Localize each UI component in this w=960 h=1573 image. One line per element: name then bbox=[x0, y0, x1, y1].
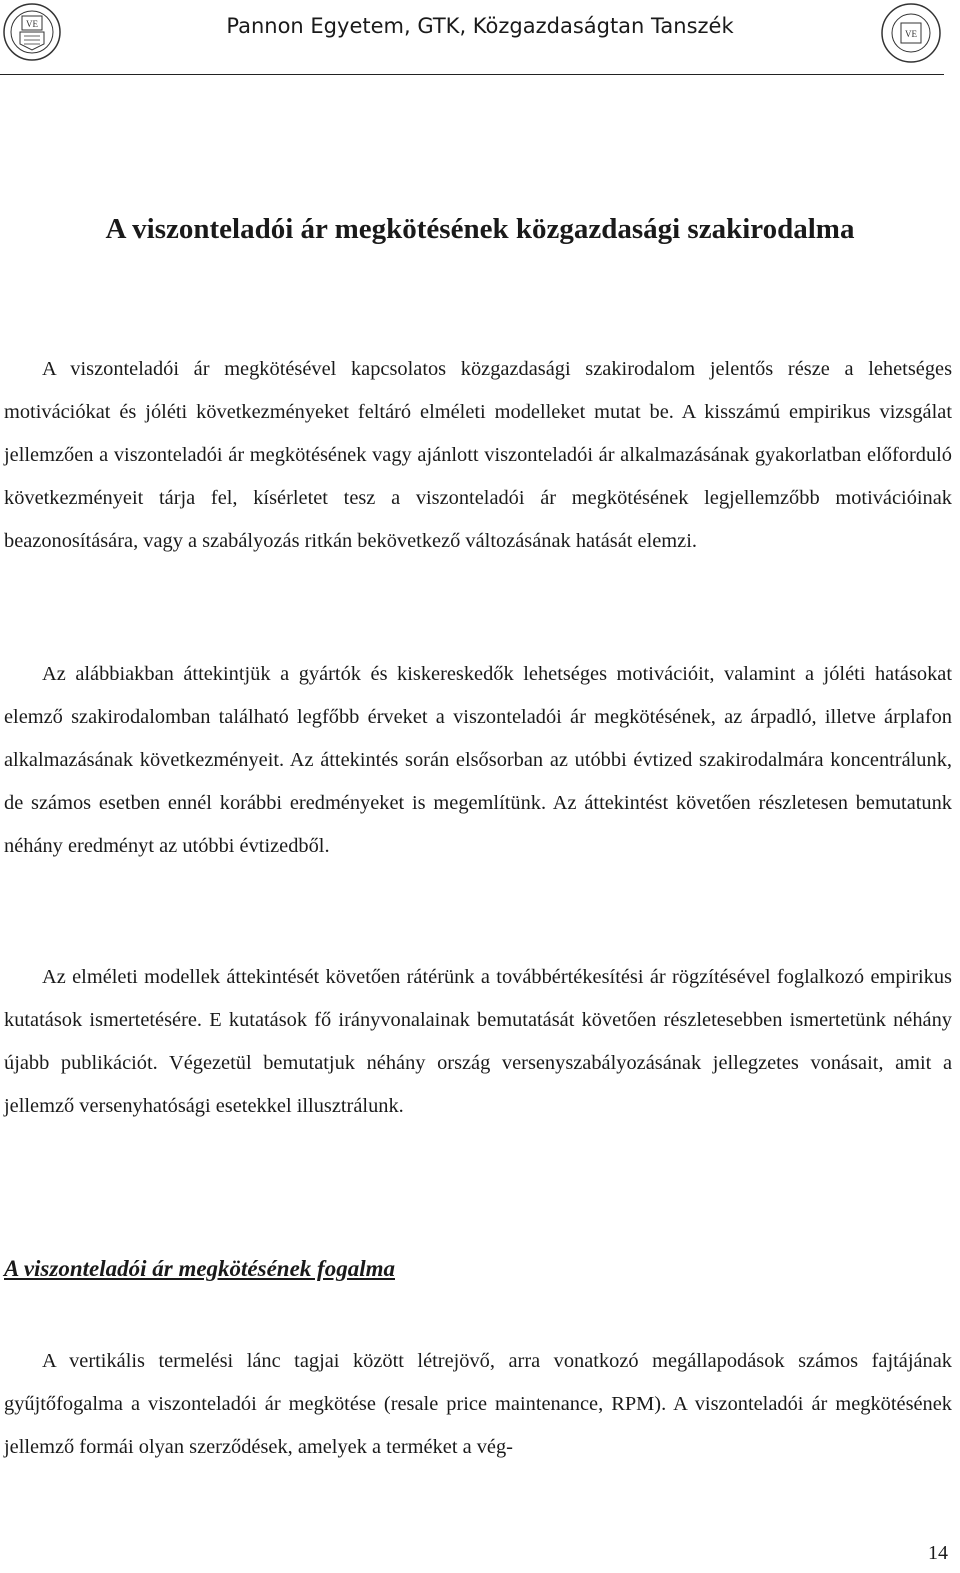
seal-right-label: VE bbox=[905, 29, 917, 39]
paragraph-overview: Az alábbiakban áttekintjük a gyártók és kiskereskedők lehetséges motivációit, valamint a jóléti hatásokat elemző szakirodalomban található legfőbb érveket a viszonteladói ár megkötésének, az árpadló, illetve árplafon alkalmazásának következményeit. Az áttekintés során elsősorban az utóbbi évtized szakirodalmára koncentrálunk, de számos esetben ennél korábbi eredményeket is megemlítünk. Az áttekintést követően részletesen bemutatunk néhány eredményt az utóbbi évtizedből. bbox=[4, 663, 952, 857]
paragraph-structure: Az elméleti modellek áttekintését követően rátérünk a továbbértékesítési ár rögzítésével foglalkozó empirikus kutatások ismertetésére. E kutatások fő irányvonalainak bemutatását követően részletesebben ismertetünk néhány újabb publikációt. Végezetül bemutatjuk néhány ország versenyszabályozásának jellegzetes vonásait, amit a jellemző versenyhatósági esetekkel illusztrálunk. bbox=[4, 966, 952, 1117]
section-title: A viszonteladói ár megkötésének fogalma bbox=[4, 1256, 395, 1281]
header-divider bbox=[0, 74, 944, 75]
page-header bbox=[0, 0, 960, 78]
document-title: A viszonteladói ár megkötésének közgazdasági szakirodalma bbox=[105, 213, 855, 245]
faculty-seal-icon bbox=[880, 2, 942, 64]
paragraph-definition: A vertikális termelési lánc tagjai között létrejövő, arra vonatkozó megállapodások számos fajtájának gyűjtőfogalma a viszonteladói ár megkötése (resale price maintenance, RPM). A viszonteladói ár megkötésének jellemző formái olyan szerződések, amelyek a terméket a vég- bbox=[4, 1350, 952, 1458]
university-seal-icon bbox=[2, 2, 62, 62]
page-number: 14 bbox=[928, 1542, 948, 1564]
header-institution-title: Pannon Egyetem, GTK, Közgazdaságtan Tanszék bbox=[226, 14, 734, 38]
paragraph-intro: A viszonteladói ár megkötésével kapcsolatos közgazdasági szakirodalom jelentős része a lehetséges motivációkat és jóléti következményeket feltáró elméleti modelleket mutat be. A kisszámú empirikus vizsgálat jellemzően a viszonteladói ár megkötésének vagy ajánlott viszonteladói ár alkalmazásának gyakorlatban előforduló következményeit tárja fel, kísérletet tesz a viszonteladói ár megkötésének legjellemzőbb motivációinak beazonosítására, vagy a szabályozás ritkán bekövetkező változásának hatását elemzi. bbox=[4, 358, 952, 552]
seal-left-label: VE bbox=[26, 19, 38, 29]
